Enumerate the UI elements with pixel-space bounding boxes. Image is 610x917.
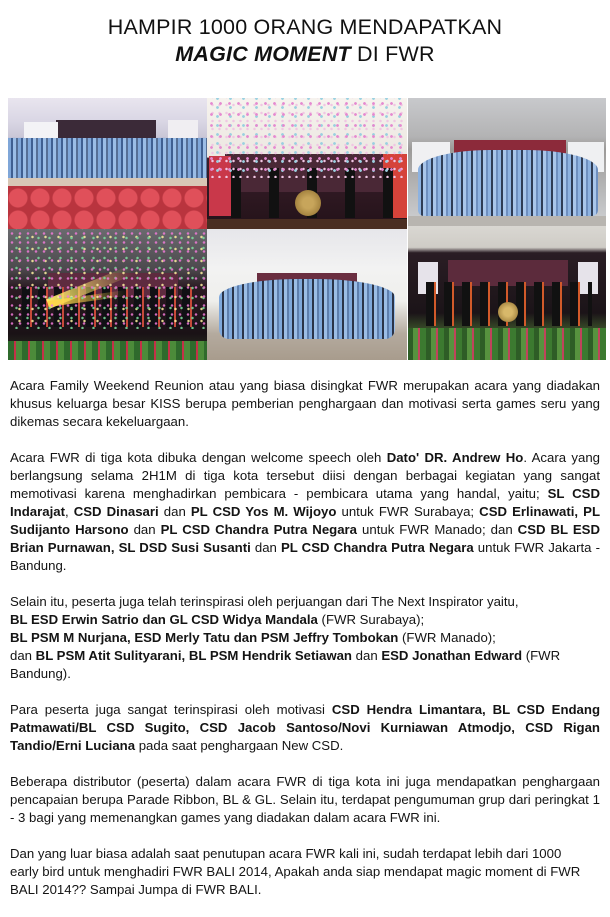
inspirator-names: BL ESD Erwin Satrio dan GL CSD Widya Mandala <box>10 612 318 627</box>
paragraph-awards: Beberapa distributor (peserta) dalam acara FWR di tiga kota ini juga mendapatkan penghargaan pencapaian berupa Parade Ribbon, BL & GL. Selain itu, terdapat pengumuman grup dari peringkat 1 - 3 bagi yang memenangkan games yang diadakan dalam acara FWR ini. <box>10 774 600 825</box>
text: . Acara yang berlangsung selama 2H1M di tiga kota tersebut diisi dengan berbagai kegiatan yang sangat memotivasi karena menghadirkan pembicara - pembicara utama yang handal, yaitu; <box>10 450 600 501</box>
stage-floor <box>207 219 407 229</box>
speaker-name: SL CSD Indarajat <box>10 486 600 519</box>
text: dan <box>250 540 281 555</box>
text: early bird untuk menghadiri FWR BALI 2014, Apakah anda siap mendapat magic moment di FWR BALI 2014?? Sampai Jumpa di FWR BALI. <box>10 864 581 897</box>
photo-stage-gong-plants <box>408 226 606 360</box>
text: Dan yang luar biasa adalah saat penutupan acara FWR kali ini, sudah terdapat lebih dari 1000 <box>10 846 562 861</box>
text: dan <box>158 504 191 519</box>
paragraph-inspirators <box>10 593 600 683</box>
paragraph-speakers <box>10 449 600 575</box>
speaker-name: PL CSD Yos M. Wijoyo <box>190 504 337 519</box>
photo-opening-gong <box>207 98 407 229</box>
speaker-name: CSD BL ESD Brian Purnawan, SL DSD Susi Susanti <box>10 522 600 555</box>
gong <box>295 190 321 216</box>
text: Para peserta juga sangat terinspirasi oleh motivasi <box>10 702 332 717</box>
inspirator-names: BL PSM Atit Sulityarani, BL PSM Hendrik Setiawan <box>35 648 352 663</box>
stage-backdrop <box>56 120 156 138</box>
text: pada saat penghargaan New CSD. <box>135 738 344 753</box>
page-title <box>0 14 610 68</box>
speaker-name: Dato' DR. Andrew Ho <box>386 450 524 465</box>
speaker-name: PL CSD Chandra Putra Negara <box>160 522 358 537</box>
text: dan <box>128 522 161 537</box>
paragraph-closing <box>10 845 600 899</box>
text: (FWR Surabaya); <box>317 612 425 627</box>
article-body <box>10 377 600 917</box>
red-chairs <box>8 186 207 229</box>
gong <box>498 302 518 322</box>
speaker-name: PL CSD Chandra Putra Negara <box>280 540 474 555</box>
crowd <box>219 279 395 339</box>
paragraph-new-csd <box>10 701 600 755</box>
title-emphasis: MAGIC MOMENT <box>175 42 351 66</box>
paragraph-intro: Acara Family Weekend Reunion atau yang biasa disingkat FWR merupakan acara yang diadakan khusus keluarga besar KISS berupa pemberian penghargaan dan motivasi serta games seru yang dikemas secara kekeluargaan. <box>10 378 600 429</box>
title-line-1: HAMPIR 1000 ORANG MENDAPATKAN <box>107 15 503 39</box>
inspirator-names: ESD Jonathan Edward <box>381 648 523 663</box>
text: untuk FWR Jakarta - Bandung. <box>10 540 600 573</box>
inspirator-names: BL PSM M Nurjana, ESD Merly Tatu dan PSM Jeffry Tombokan <box>10 630 399 645</box>
photo-group-white-hall <box>207 229 407 360</box>
speaker-name: CSD Dinasari <box>73 504 159 519</box>
floor <box>408 216 606 226</box>
photo-collage <box>8 98 606 360</box>
text: (FWR Manado); <box>398 630 496 645</box>
confetti <box>207 98 407 178</box>
text: (FWR Bandung). <box>10 648 561 681</box>
plants <box>408 328 606 360</box>
text: Acara FWR di tiga kota dibuka dengan welcome speech oleh <box>10 450 387 465</box>
speaker-name: CSD Erlinawati, PL Sudijanto Harsono <box>10 504 600 537</box>
text: Selain itu, peserta juga telah terinspirasi oleh perjuangan dari The Next Inspirator yaitu, <box>10 594 519 609</box>
text: untuk FWR Manado; dan <box>357 522 518 537</box>
text: untuk FWR Surabaya; <box>336 504 480 519</box>
text: , <box>64 504 74 519</box>
crowd <box>418 150 598 216</box>
motivator-names: CSD Hendra Limantara, BL CSD Endang Patmawati/BL CSD Sugito, CSD Jacob Santoso/Novi Kurniawan Atmodjo, CSD Rigan Tandio/Erni Luciana <box>10 702 601 753</box>
confetti <box>8 229 207 329</box>
photo-crowd-hall <box>8 98 207 229</box>
text: dan <box>10 648 36 663</box>
title-rest: DI FWR <box>350 42 435 66</box>
text: dan <box>352 648 382 663</box>
photo-group-grey-hall <box>408 98 606 226</box>
crowd <box>8 138 207 180</box>
title-line-2 <box>0 41 610 68</box>
photo-stage-confetti <box>8 229 207 360</box>
plants <box>8 341 207 360</box>
